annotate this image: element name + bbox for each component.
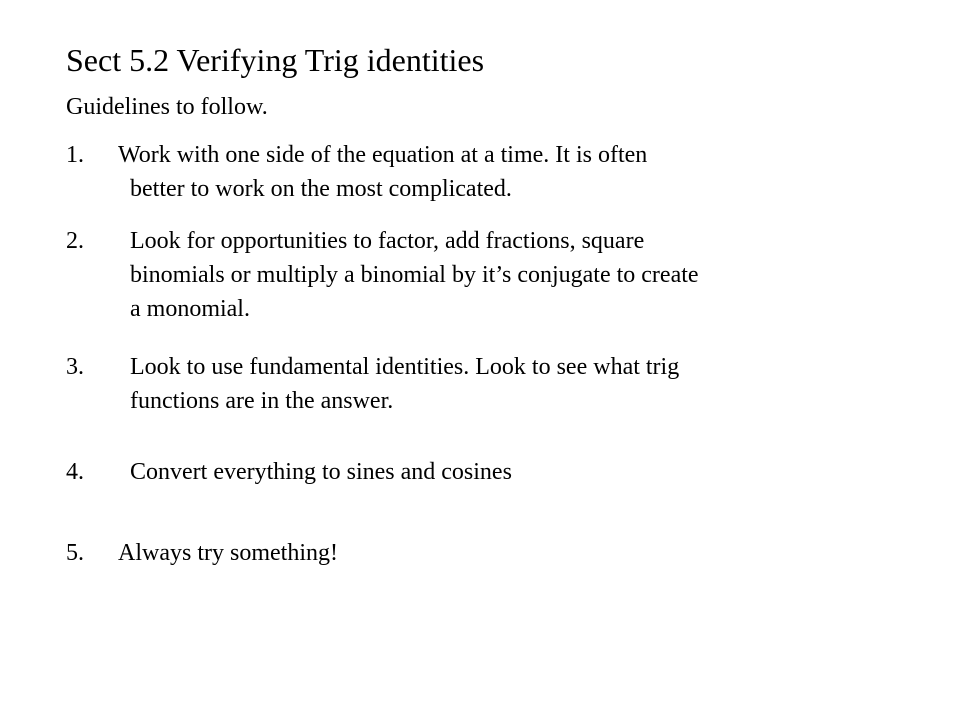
guideline-item-4	[66, 455, 906, 489]
guideline-number: 2.	[66, 228, 84, 254]
guideline-line: a monomial.	[130, 296, 250, 322]
slide-subtitle: Guidelines to follow.	[66, 94, 268, 120]
guideline-line: functions are in the answer.	[130, 388, 394, 414]
guideline-number: 4.	[66, 459, 84, 485]
guideline-line: Look to use fundamental identities. Look to see what trig	[130, 354, 680, 380]
guideline-number: 1.	[66, 142, 84, 168]
guideline-item-1	[66, 138, 906, 206]
guideline-body	[130, 455, 910, 489]
guideline-item-2	[66, 224, 906, 326]
guideline-body	[130, 224, 910, 326]
guideline-line: better to work on the most complicated.	[130, 176, 512, 202]
guideline-line: binomials or multiply a binomial by it’s conjugate to create	[130, 262, 699, 288]
guideline-body	[130, 350, 910, 418]
guideline-number: 3.	[66, 354, 84, 380]
slide-title: Sect 5.2 Verifying Trig identities	[66, 42, 485, 78]
guideline-line: Look for opportunities to factor, add fractions, square	[130, 228, 645, 254]
guideline-line: Always try something!	[118, 540, 338, 566]
guideline-number: 5.	[66, 540, 84, 566]
guideline-item-3	[66, 350, 906, 418]
guideline-item-5	[66, 536, 906, 570]
guideline-line: Convert everything to sines and cosines	[130, 459, 512, 485]
guideline-line: Work with one side of the equation at a time. It is often	[118, 142, 648, 168]
